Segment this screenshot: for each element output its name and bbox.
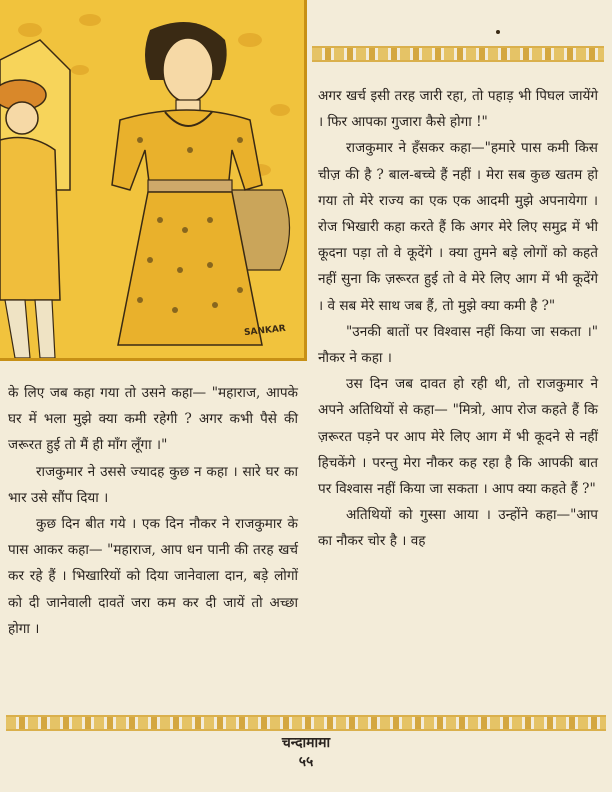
artist-signature: SANKAR [243, 323, 287, 339]
text-column-right [318, 83, 598, 555]
story-illustration [0, 0, 307, 361]
paragraph: राजकुमार ने हँसकर कहा—"हमारे पास कमी किस चीज़ की है ? बाल-बच्चे हैं नहीं । मेरा सब कुछ खतम हो गया तो मेरे राज्य का एक एक आदमी मुझे अपनायेगा । रोज भिखारी कहा करते हैं कि अगर मेरे लिए समुद्र में भी कूदना पड़ा तो वे कूदेंगे । क्या तुमने बड़े लोगों को कहते नहीं सुना कि ज़रूरत हुई तो वे मेरे लिए आग में भी कूदेंगे । वे सब मेरे साथ जब हैं, तो मुझे क्या कमी है ?" [318, 140, 598, 314]
ornamental-border-top [312, 46, 604, 62]
illustration-drawing [0, 0, 304, 358]
paragraph: कुछ दिन बीत गये । एक दिन नौकर ने राजकुमार के पास आकर कहा— "महाराज, आप धन पानी की तरह खर्च कर रहे हैं । भिखारियों को दिया जानेवाला दान, बड़े लोगों को दी जानेवाली दावतें जरा कम कर दी जायें तो अच्छा होगा । [8, 516, 298, 637]
paragraph: राजकुमार ने उससे ज्यादह कुछ न कहा । सारे घर का भार उसे सौंप दिया । [8, 463, 298, 506]
ornamental-border-bottom [6, 715, 606, 731]
paragraph: अगर खर्च इसी तरह जारी रहा, तो पहाड़ भी पिघल जायेंगे । फिर आपका गुजारा कैसे होगा !" [318, 88, 598, 131]
paragraph: अतिथियों को गुस्सा आया । उन्होंने कहा—"आप का नौकर चोर है । वह [318, 507, 598, 550]
page-number: ५५ [298, 754, 314, 770]
magazine-title: चन्दामामा [281, 735, 331, 751]
text-column-left [8, 380, 298, 642]
paragraph: "उनकी बातों पर विश्वास नहीं किया जा सकता ।" नौकर ने कहा । [318, 323, 598, 367]
paragraph: के लिए जब कहा गया तो उसने कहा— "महाराज, आपके घर में भला मुझे क्या कमी रहेगी ? अगर कभी पैसे की जरूरत हुई तो मैं ही माँग लूँगा ।" [8, 385, 298, 454]
printed-dot [496, 30, 500, 34]
paragraph: उस दिन जब दावत हो रही थी, तो राजकुमार ने अपने अतिथियों से कहा— "मित्रो, आप रोज कहते हैं कि ज़रूरत पड़ने पर आप मेरे लिए आग में भी कूदने से नहीं हिचकेंगे । परन्तु मेरा नौकर कह रहा है कि आपकी बात पर विश्वास नहीं किया जा सकता । आप क्या कहते हैं ?" [318, 376, 598, 498]
